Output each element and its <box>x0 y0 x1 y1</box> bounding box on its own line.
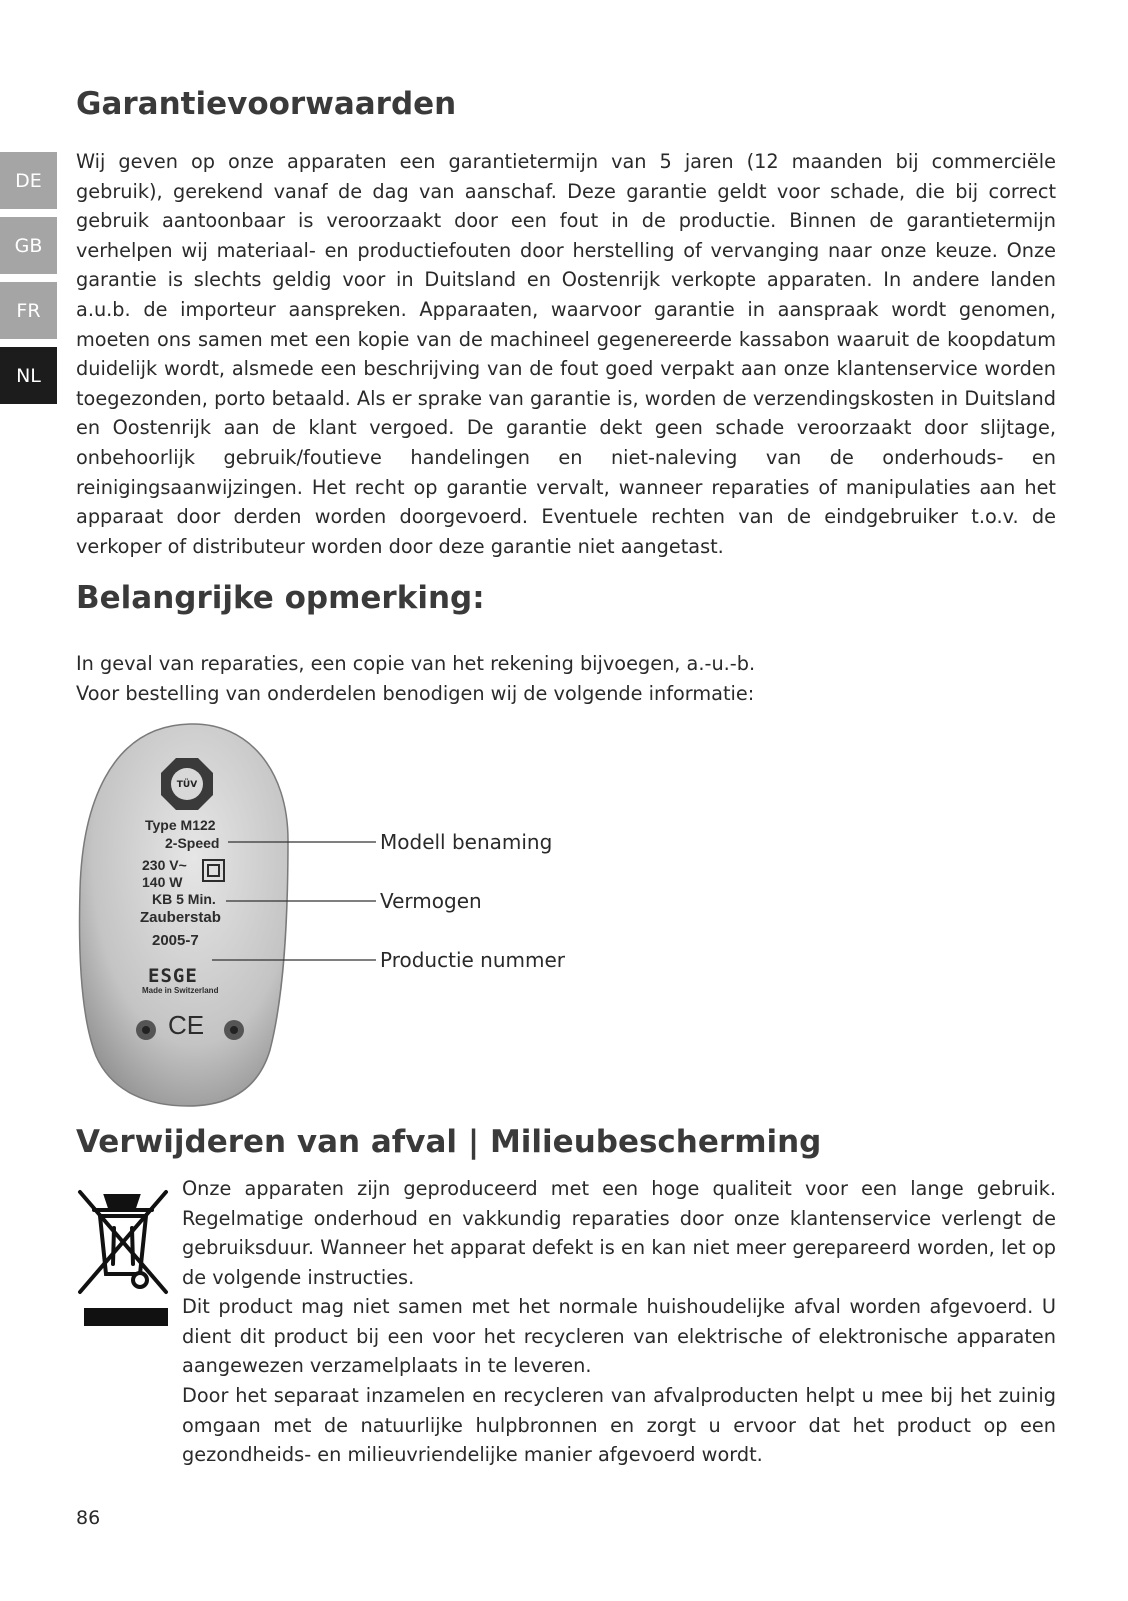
plate-speed: 2-Speed <box>165 835 220 851</box>
disposal-paragraph-3: Door het separaat inzamelen en recycleren van afvalproducten helpt u mee bij het zuinig omgaan met de natuurlijke hulpbronnen en zorgt u ervoor dat het product op een gezondheids- en milieuvriendelijke manier afgevoerd wordt. <box>182 1384 1056 1467</box>
plate-product: Zauberstab <box>140 909 221 926</box>
crossed-out-wheelie-bin-icon <box>76 1188 172 1328</box>
ce-mark-icon: CE <box>168 1010 205 1040</box>
disposal-paragraph-1: Onze apparaten zijn geproduceerd met een hoge qualiteit voor een lange gebruik. Regelmatige onderhoud en vakkundig reparaties door onze klantenservice verlengt de gebruiksduur. Wanneer het apparat defekt is en kan niet meer gerepareerd worden, let op de volgende instructies. <box>182 1177 1056 1289</box>
warranty-body: Wij geven op onze apparaten een garantietermijn van 5 jaren (12 maanden bij commerciële gebruik), gerekend vanaf de dag van aanschaf. Deze garantie geldt voor schade, die bij correct gebruik aantoonbaar is veroorzaakt door een fout in de productie. Binnen de garantietermijn verhelpen wij materiaal- en productiefouten door herstelling of vervanging naar onze keuze. Onze garantie is slechts geldig voor in Duitsland en Oostenrijk verkopte apparaten. In andere landen a.u.b. de importeur aanspreken. Apparaaten, waarvoor garantie in aanspraak wordt genomen, moeten ons samen met een kopie van de machineel gegenereerde kassabon waaruit de koopdatum duidelijk wordt, alsmede een beschrijving van de fout goed verpakt aan onze klantenservice worden toegezonden, porto betaald. Als er sprake van garantie is, worden de verzendingskosten in Duitsland en Oostenrijk aan de klant vergoed. De garantie dekt geen schade veroorzaakt door slijtage, onbehoorlijk gebruik/foutieve handelingen en niet-naleving van de onderhouds- en reinigingsaanwijzingen. Het recht op garantie vervalt, wanneer reparaties of manipulaties aan het apparaat door derden worden doorgevoerd. Eventuele rechten van de eindgebruiker t.o.v. de verkoper of distributeur worden door deze garantie niet aangetast. <box>76 150 1056 558</box>
disposal-paragraph-2: Dit product mag niet samen met het normale huishoudelijke afval worden afgevoerd. U dient dit product bij een voor het recycleren van elektrische of elektronische apparaten aangewezen verzamelplaats in te leveren. <box>182 1295 1056 1378</box>
callout-power: Vermogen <box>380 889 482 913</box>
warranty-heading: Garantievoorwaarden <box>76 86 457 122</box>
callout-production: Productie nummer <box>380 948 565 972</box>
plate-type: Type M122 <box>145 817 216 833</box>
lang-tab-gb[interactable]: GB <box>0 217 57 274</box>
important-line-2: Voor bestelling van onderdelen benodigen wij de volgende informatie: <box>76 682 755 705</box>
plate-made-in: Made in Switzerland <box>142 986 219 995</box>
plate-power: 140 W <box>142 874 183 890</box>
lang-tab-fr[interactable]: FR <box>0 282 57 339</box>
important-heading: Belangrijke opmerking: <box>76 580 485 616</box>
tuv-label: TÜV <box>176 780 198 790</box>
disposal-heading: Verwijderen van afval | Milieubescherming <box>76 1124 822 1160</box>
page-number: 86 <box>76 1507 101 1529</box>
plate-serial: 2005-7 <box>152 932 199 949</box>
important-line-1: In geval van reparaties, een copie van het rekening bijvoegen, a.-u.-b. <box>76 652 756 675</box>
lang-tab-de[interactable]: DE <box>0 152 57 209</box>
plate-kb: KB 5 Min. <box>152 891 216 907</box>
lang-tab-nl[interactable]: NL <box>0 347 57 404</box>
plate-voltage: 230 V~ <box>142 857 187 873</box>
plate-brand: ESGE <box>148 965 198 987</box>
callout-model: Modell benaming <box>380 830 553 854</box>
